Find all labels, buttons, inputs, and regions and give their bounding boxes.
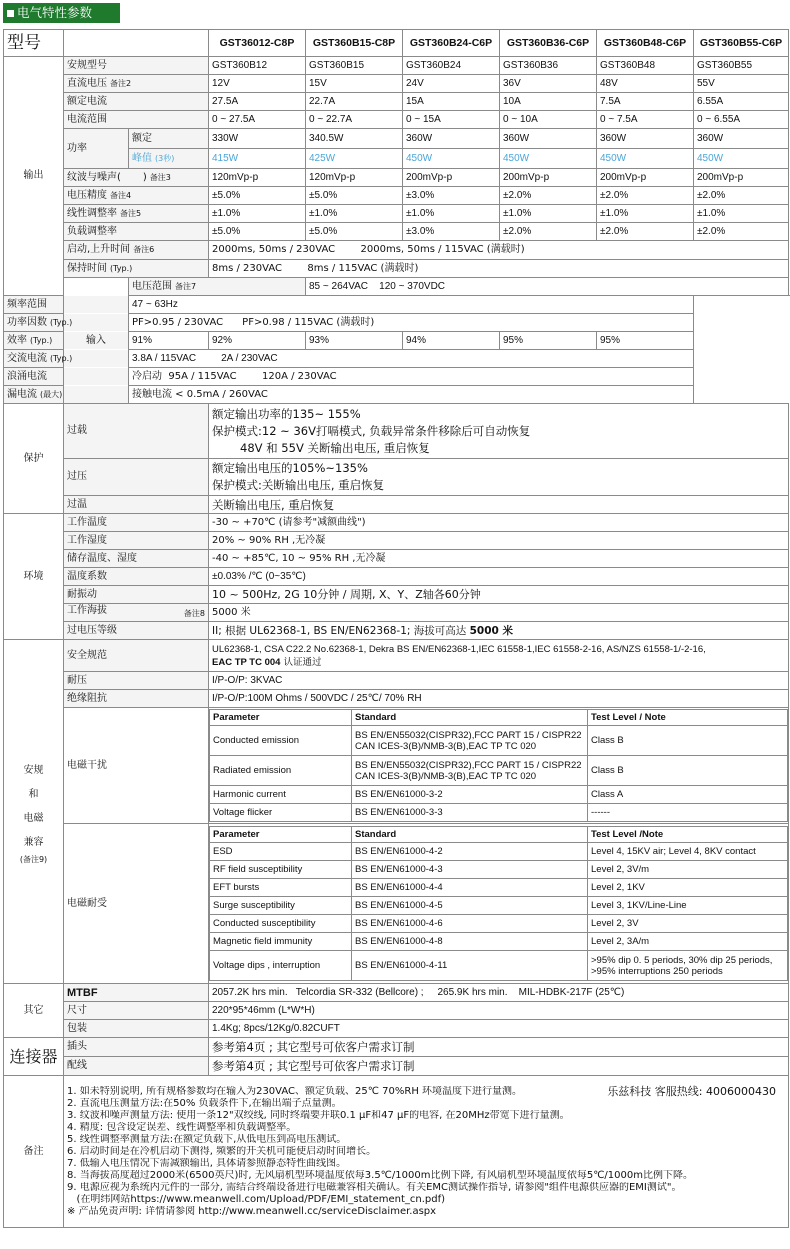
cell: 450W <box>597 149 694 169</box>
cell: 关断输出电压, 重启恢复 <box>209 496 789 514</box>
cell: 360W <box>597 129 694 149</box>
cell: 120mVp-p <box>306 169 403 187</box>
cell: 200mVp-p <box>597 169 694 187</box>
table-row: EFT bursts BS EN/EN61000-4-4 Level 2, 1KV <box>210 879 788 897</box>
note-line: 7. 低输入电压情况下需减额输出, 具体请参照静态特性曲线图。 <box>67 1157 347 1169</box>
cell: 91% <box>129 332 209 350</box>
cell: 360W <box>403 129 500 149</box>
model-name: GST360B36-C6P <box>500 30 597 57</box>
spec-table <box>3 29 789 1228</box>
row-label: 工作湿度 <box>64 532 209 550</box>
row-label: 配线 <box>64 1057 209 1076</box>
cell: 94% <box>403 332 500 350</box>
row-label: 工作海拔 备注8 <box>64 604 209 622</box>
model-name: GST36012-C8P <box>209 30 306 57</box>
cell: 0 ~ 22.7A <box>306 111 403 129</box>
cell: 12V <box>209 75 306 93</box>
row-label: 功率因数 (Typ.) <box>4 314 129 332</box>
table-row: ESD BS EN/EN61000-4-2 Level 4, 15KV air; Level 4, 8KV contact <box>210 843 788 861</box>
cell: 120mVp-p <box>209 169 306 187</box>
table-header: Parameter <box>210 827 352 843</box>
note-line: 4. 精度: 包含设定误差、线性调整率和负载调整率。 <box>67 1121 297 1133</box>
cell: 85 ~ 264VAC 120 ~ 370VDC <box>306 278 789 296</box>
model-header-row <box>4 30 789 57</box>
cell: ±5.0% <box>209 187 306 205</box>
table-row: Conducted susceptibility BS EN/EN61000-4-6 Level 2, 3V <box>210 915 788 933</box>
model-name: GST360B15-C8P <box>306 30 403 57</box>
model-name: GST360B55-C6P <box>694 30 789 57</box>
row-label: 过压 <box>64 459 209 496</box>
category-environment: 环境 <box>4 514 64 640</box>
table-row: Harmonic current BS EN/EN61000-3-2 Class A <box>210 786 788 804</box>
cell: GST360B12 <box>209 57 306 75</box>
sub-label: 额定 <box>129 129 209 149</box>
cell: 参考第4页 ; 其它型号可依客户需求订制 <box>209 1057 789 1076</box>
cell: 额定输出电压的105%~135% 保护模式:关断输出电压, 重启恢复 <box>209 459 789 496</box>
category-safety-emc: 安规 和 电磁 兼容 (备注9) <box>4 640 64 984</box>
note-line: (在明纬网站https://www.meanwell.com/Upload/PDF/EMI_statement_cn.pdf) <box>67 1193 446 1205</box>
category-output: 输出 <box>4 57 64 296</box>
row-label: 电流范围 <box>64 111 209 129</box>
row-label: 线性调整率 备注5 <box>64 205 209 223</box>
table-row: RF field susceptibility BS EN/EN61000-4-3 Level 2, 3V/m <box>210 861 788 879</box>
table-header: Standard <box>352 710 588 726</box>
cell: -40 ~ +85℃, 10 ~ 95% RH ,无冷凝 <box>209 550 789 568</box>
emission-table <box>209 709 788 822</box>
cell: ±5.0% <box>306 223 403 241</box>
table-row: Voltage flicker BS EN/EN61000-3-3 ------ <box>210 804 788 822</box>
cell: ±1.0% <box>500 205 597 223</box>
row-label: 过载 <box>64 404 209 459</box>
cell: 95% <box>500 332 597 350</box>
table-header: Standard <box>352 827 588 843</box>
table-row: Surge susceptibility BS EN/EN61000-4-5 Level 3, 1KV/Line-Line <box>210 897 788 915</box>
cell: GST360B24 <box>403 57 500 75</box>
row-label: 安全规范 <box>64 640 209 672</box>
category-protection: 保护 <box>4 404 64 514</box>
row-label: 尺寸 <box>64 1002 209 1020</box>
row-label: 温度系数 <box>64 568 209 586</box>
cell: 450W <box>500 149 597 169</box>
note-line: 8. 当海拔高度超过2000米(6500英尺)时, 无风扇机型环境温度依每3.5℃/1000m比例下降, 有风扇机型环境温度依每5℃/1000m比例下降。 <box>67 1169 693 1181</box>
cell: 5000 米 <box>209 604 789 622</box>
cell: 340.5W <box>306 129 403 149</box>
cell: 200mVp-p <box>694 169 789 187</box>
table-row: Conducted emission BS EN/EN55032(CISPR32),FCC PART 15 / CISPR22 CAN ICES-3(B)/NMB-3(B),EAC TP TC 020 Class B <box>210 726 788 756</box>
cell: 参考第4页 ; 其它型号可依客户需求订制 <box>209 1038 789 1057</box>
note-line: 2. 直流电压测量方法:在50% 负载条件下,在输出端子点量测。 <box>67 1097 342 1109</box>
cell: 2057.2K hrs min. Telcordia SR-332 (Bellcore) ; 265.9K hrs min. MIL-HDBK-217F (25℃) <box>209 984 789 1002</box>
row-label: 频率范围 <box>4 296 129 314</box>
cell: 92% <box>209 332 306 350</box>
cell: ±1.0% <box>306 205 403 223</box>
cell: 1.4Kg; 8pcs/12Kg/0.82CUFT <box>209 1020 789 1038</box>
note-line: 1. 如未特别说明, 所有规格参数均在输入为230VAC、额定负载、25℃ 70%RH 环境温度下进行量测。 <box>67 1085 523 1097</box>
notes-cell <box>64 1076 789 1228</box>
category-others: 其它 <box>4 984 64 1038</box>
category-notes: 备注 <box>4 1076 64 1228</box>
immunity-table <box>209 826 788 981</box>
cell: 200mVp-p <box>403 169 500 187</box>
square-bullet-icon <box>7 10 14 17</box>
row-label: 耐压 <box>64 672 209 690</box>
cell: 36V <box>500 75 597 93</box>
cell: 0 ~ 6.55A <box>694 111 789 129</box>
note-line: 6. 启动时间是在冷机启动下测得, 频繁的开关机可能使启动时间增长。 <box>67 1145 377 1157</box>
row-label: 绝缘阻抗 <box>64 690 209 708</box>
category-connector: 连接器 <box>4 1038 64 1076</box>
cell: 330W <box>209 129 306 149</box>
row-label: 保持时间 (Typ.) <box>64 260 209 278</box>
cell: 55V <box>694 75 789 93</box>
cell: I/P-O/P: 3KVAC <box>209 672 789 690</box>
table-header: Test Level / Note <box>588 710 788 726</box>
cell: 0 ~ 7.5A <box>597 111 694 129</box>
model-name: GST360B48-C6P <box>597 30 694 57</box>
hotline: 乐兹科技 客服热线: 4006000430 <box>607 1085 776 1098</box>
table-row: Radiated emission BS EN/EN55032(CISPR32),FCC PART 15 / CISPR22 CAN ICES-3(B)/NMB-3(B),EAC TP TC 020 Class B <box>210 756 788 786</box>
cell: 10A <box>500 93 597 111</box>
row-label: 浪涌电流 <box>4 368 129 386</box>
cell: ±2.0% <box>597 187 694 205</box>
cell: 冷启动 95A / 115VAC 120A / 230VAC <box>129 368 694 386</box>
row-label: 电压精度 备注4 <box>64 187 209 205</box>
cell: GST360B48 <box>597 57 694 75</box>
cell: ±5.0% <box>209 223 306 241</box>
row-label: 安规型号 <box>64 57 209 75</box>
emission-table-cell <box>209 708 789 824</box>
table-header: Parameter <box>210 710 352 726</box>
row-label: 包装 <box>64 1020 209 1038</box>
cell: 200mVp-p <box>500 169 597 187</box>
cell: -30 ~ +70℃ (请参考"减额曲线") <box>209 514 789 532</box>
table-header: Test Level /Note <box>588 827 788 843</box>
cell: 15V <box>306 75 403 93</box>
cell: 450W <box>694 149 789 169</box>
cell: 93% <box>306 332 403 350</box>
cell: ±2.0% <box>694 187 789 205</box>
cell: ±2.0% <box>500 223 597 241</box>
cell: ±1.0% <box>403 205 500 223</box>
cell: 450W <box>403 149 500 169</box>
cell: ±1.0% <box>209 205 306 223</box>
row-label: MTBF <box>64 984 209 1002</box>
cell: 360W <box>694 129 789 149</box>
cell: 47 ~ 63Hz <box>129 296 694 314</box>
cell: 15A <box>403 93 500 111</box>
row-label: 插头 <box>64 1038 209 1057</box>
row-label: 启动,上升时间 备注6 <box>64 241 209 260</box>
row-label: 漏电流 (最大) <box>4 386 129 404</box>
cell: 20% ~ 90% RH ,无冷凝 <box>209 532 789 550</box>
section-title: 电气特性参数 <box>17 5 93 20</box>
note-line: 9. 电源应视为系统内元件的一部分, 需结合终端设备进行电磁兼容相关确认。有关EMC测试操作指导, 请参阅"组件电源供应器的EMI测试"。 <box>67 1181 682 1193</box>
cell: ±2.0% <box>694 223 789 241</box>
cell: ±0.03% /℃ (0~35℃) <box>209 568 789 586</box>
row-label: 电压范围 备注7 <box>129 278 306 296</box>
cell: ±3.0% <box>403 223 500 241</box>
note-line: ※ 产品免责声明: 详情请参阅 http://www.meanwell.cc/serviceDisclaimer.aspx <box>67 1205 437 1217</box>
cell: 6.55A <box>694 93 789 111</box>
row-label: 电磁干扰 <box>64 708 209 824</box>
cell: GST360B36 <box>500 57 597 75</box>
cell: 0 ~ 27.5A <box>209 111 306 129</box>
row-label: 直流电压 备注2 <box>64 75 209 93</box>
cell: ±2.0% <box>500 187 597 205</box>
cell: 3.8A / 115VAC 2A / 230VAC <box>129 350 694 368</box>
cell: 24V <box>403 75 500 93</box>
row-label: 储存温度、湿度 <box>64 550 209 568</box>
category-input: 输入 <box>64 278 129 404</box>
cell: 425W <box>306 149 403 169</box>
cell: ±1.0% <box>694 205 789 223</box>
cell: GST360B55 <box>694 57 789 75</box>
cell: II; 根据 UL62368-1, BS EN/EN62368-1; 海拔可高达 5000 米 <box>209 622 789 640</box>
cell: 22.7A <box>306 93 403 111</box>
sub-label: 峰值 (3秒) <box>129 149 209 169</box>
cell: 48V <box>597 75 694 93</box>
model-name: GST360B24-C6P <box>403 30 500 57</box>
cell: 接触电流 < 0.5mA / 260VAC <box>129 386 694 404</box>
cell: 220*95*46mm (L*W*H) <box>209 1002 789 1020</box>
row-label: 工作温度 <box>64 514 209 532</box>
row-label: 效率 (Typ.) <box>4 332 129 350</box>
row-label: 电磁耐受 <box>64 824 209 984</box>
row-label: 耐振动 <box>64 586 209 604</box>
section-header <box>3 3 120 23</box>
cell: ±3.0% <box>403 187 500 205</box>
cell: ±1.0% <box>597 205 694 223</box>
model-label: 型号 <box>4 30 64 57</box>
cell: 10 ~ 500Hz, 2G 10分钟 / 周期, X、Y、Z轴各60分钟 <box>209 586 789 604</box>
note-line: 3. 纹波和噪声测量方法: 使用一条12"双绞线, 同时终端要并联0.1 μF和47 μF的电容, 在20MHz带宽下进行量测。 <box>67 1109 570 1121</box>
cell: PF>0.95 / 230VAC PF>0.98 / 115VAC (满载时) <box>129 314 694 332</box>
row-label: 额定电流 <box>64 93 209 111</box>
row-label: 功率 <box>64 129 129 169</box>
cell: 8ms / 230VAC 8ms / 115VAC (满载时) <box>209 260 789 278</box>
cell: 415W <box>209 149 306 169</box>
cell: ±2.0% <box>597 223 694 241</box>
table-row: Magnetic field immunity BS EN/EN61000-4-8 Level 2, 3A/m <box>210 933 788 951</box>
immunity-table-cell <box>209 824 789 984</box>
row-label: 负载调整率 <box>64 223 209 241</box>
cell: 0 ~ 15A <box>403 111 500 129</box>
cell: 95% <box>597 332 694 350</box>
cell: 7.5A <box>597 93 694 111</box>
table-row: Voltage dips , interruption BS EN/EN61000-4-11 >95% dip 0. 5 periods, 30% dip 25 periods, >95% interruptions 250 periods <box>210 951 788 981</box>
cell: GST360B15 <box>306 57 403 75</box>
cell: 0 ~ 10A <box>500 111 597 129</box>
cell: UL62368-1, CSA C22.2 No.62368-1, Dekra BS EN/EN62368-1,IEC 61558-1,IEC 61558-2-16, AS/NZS 61558-1/-2-16, EAC TP TC 004 认证通过 <box>209 640 789 672</box>
row-label: 过电压等级 <box>64 622 209 640</box>
cell: ±5.0% <box>306 187 403 205</box>
note-line: 5. 线性调整率测量方法:在额定负载下,从低电压到高电压测试。 <box>67 1133 347 1145</box>
row-label: 纹波与噪声( ) 备注3 <box>64 169 209 187</box>
row-label: 过温 <box>64 496 209 514</box>
cell: 27.5A <box>209 93 306 111</box>
cell: I/P-O/P:100M Ohms / 500VDC / 25℃/ 70% RH <box>209 690 789 708</box>
row-label: 交流电流 (Typ.) <box>4 350 129 368</box>
cell: 360W <box>500 129 597 149</box>
cell: 额定输出功率的135~ 155% 保护模式:12 ~ 36V打嗝模式, 负载异常条件移除后可自动恢复 48V 和 55V 关断输出电压, 重启恢复 <box>209 404 789 459</box>
cell: 2000ms, 50ms / 230VAC 2000ms, 50ms / 115VAC (满载时) <box>209 241 789 260</box>
